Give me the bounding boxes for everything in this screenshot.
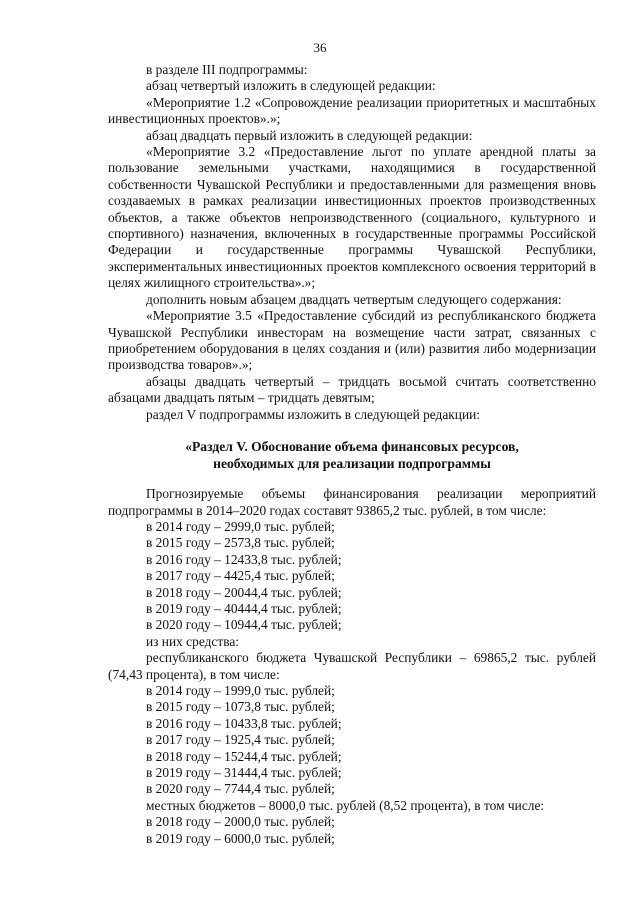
total-year-item: в 2019 году – 40444,4 тыс. рублей; [146, 600, 342, 616]
intro-paragraph: «Мероприятие 1.2 «Сопровождение реализации приоритетных и масштабных инвестиционных проектов».»; [108, 94, 596, 127]
total-year-item: в 2018 году – 20044,4 тыс. рублей; [146, 584, 342, 600]
intro-paragraph: абзац четвертый изложить в следующей редакции: [146, 78, 436, 94]
total-financing-paragraph: Прогнозируемые объемы финансирования реализации мероприятий подпрограммы в 2014–2020 годах составят 93865,2 тыс. рублей, в том числе: [108, 486, 596, 518]
republic-year-item: в 2016 году – 10433,8 тыс. рублей; [146, 715, 342, 731]
document-body [108, 62, 596, 847]
total-year-item: в 2014 году – 2999,0 тыс. рублей; [146, 518, 335, 534]
local-year-item: в 2018 году – 2000,0 тыс. рублей; [146, 814, 335, 830]
intro-paragraph: абзац двадцать первый изложить в следующей редакции: [146, 127, 473, 143]
republic-year-item: в 2019 году – 31444,4 тыс. рублей; [146, 765, 342, 781]
intro-paragraph: раздел V подпрограммы изложить в следующей редакции: [146, 406, 481, 422]
intro-paragraph: «Мероприятие 3.2 «Предоставление льгот по уплате арендной платы за пользование земельными участками, находящимися в государственной собственности Чувашской Республики и предоставленными для размещения вновь создаваемых в рамках реализации инвестиционных проектов производственных объектов, а также объектов непроизводственного (социального, культурного и спортивного) назначения, включенных в государственные программы Российской Федерации и государственные программы Чувашской Республики, экспериментальных инвестиционных проектов комплексного освоения территорий в целях жилищного строительства».»; [108, 144, 596, 291]
intro-paragraph: абзацы двадцать четвертый – тридцать восьмой считать соответственно абзацами двадцать пятым – тридцать девятым; [108, 373, 596, 406]
republic-year-item: в 2015 году – 1073,8 тыс. рублей; [146, 699, 335, 715]
total-year-item: в 2015 году – 2573,8 тыс. рублей; [146, 535, 335, 551]
section-heading [108, 439, 596, 472]
section-heading-line: необходимых для реализации подпрограммы [213, 455, 491, 471]
page-number: 36 [313, 40, 327, 55]
intro-paragraph: «Мероприятие 3.5 «Предоставление субсидий из республиканского бюджета Чувашской Республики инвесторам на возмещение части затрат, связанных с приобретением оборудования в целях создания и (или) развития либо модернизации производства товаров».»; [108, 308, 596, 373]
republic-year-item: в 2014 году – 1999,0 тыс. рублей; [146, 683, 335, 698]
total-year-item: в 2016 году – 12433,8 тыс. рублей; [146, 551, 342, 567]
section-heading-line: «Раздел V. Обоснование объема финансовых ресурсов, [185, 438, 519, 454]
republic-budget-paragraph: республиканского бюджета Чувашской Республики – 69865,2 тыс. рублей (74,43 процента), в том числе: [108, 650, 596, 682]
local-year-item: в 2019 году – 6000,0 тыс. рублей; [146, 830, 335, 846]
republic-year-item: в 2018 году – 15244,4 тыс. рублей; [146, 748, 342, 764]
total-year-item: в 2020 году – 10944,4 тыс. рублей; [146, 617, 342, 633]
republic-year-item: в 2017 году – 1925,4 тыс. рублей; [146, 732, 335, 748]
total-year-item: в 2017 году – 4425,4 тыс. рублей; [146, 568, 335, 584]
republic-year-item: в 2020 году – 7744,4 тыс. рублей; [146, 781, 335, 797]
intro-paragraph: в разделе III подпрограммы: [146, 62, 308, 77]
of-them-label: из них средства: [146, 633, 240, 649]
local-budget-paragraph: местных бюджетов – 8000,0 тыс. рублей (8,52 процента), в том числе: [146, 797, 545, 813]
intro-paragraph: дополнить новым абзацем двадцать четвертым следующего содержания: [146, 291, 562, 307]
